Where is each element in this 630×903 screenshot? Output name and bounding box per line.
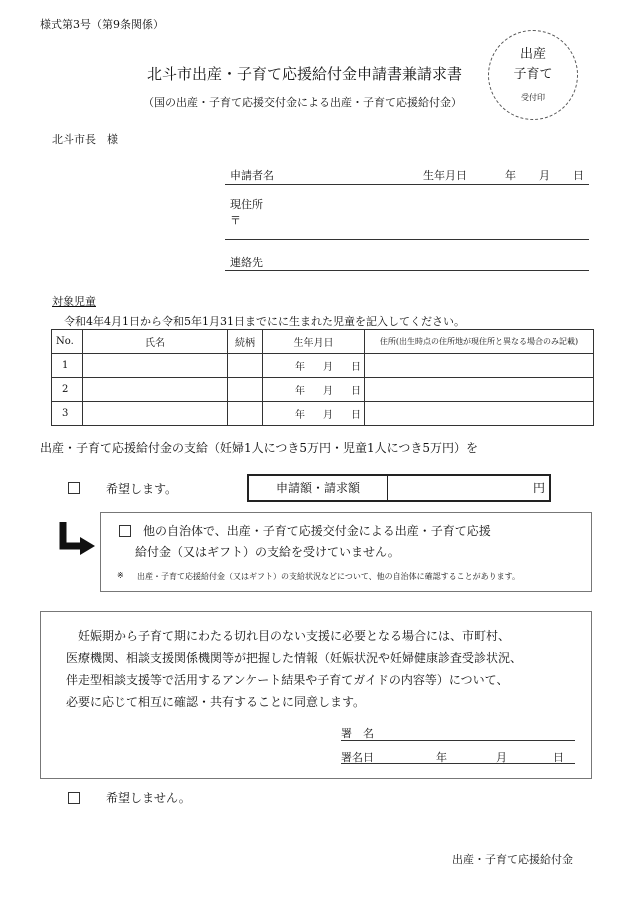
page-title: 北斗市出産・子育て応援給付金申請書兼請求書 bbox=[147, 65, 463, 83]
child-dob-cell[interactable] bbox=[263, 378, 365, 402]
child-address-cell[interactable] bbox=[365, 402, 594, 426]
form-number: 様式第3号（第9条関係） bbox=[40, 18, 164, 31]
sign-date-month: 月 bbox=[496, 751, 507, 764]
amount-unit: 円 bbox=[533, 481, 546, 495]
sign-date-day: 日 bbox=[553, 751, 564, 764]
address-line bbox=[225, 239, 589, 240]
stamp-line3: 受付印 bbox=[521, 93, 545, 102]
row-no: 3 bbox=[52, 402, 83, 426]
table-row bbox=[52, 354, 594, 378]
consent-line2: 医療機関、相談支援関係機関等が把握した情報（妊娠状況や妊婦健康診査受診状況、 bbox=[66, 651, 523, 665]
applicant-month: 月 bbox=[539, 169, 550, 182]
postal-mark: 〒 bbox=[230, 214, 241, 227]
applicant-dob-label: 生年月日 bbox=[423, 169, 467, 182]
other-municipality-box bbox=[100, 512, 592, 592]
children-table bbox=[51, 329, 594, 426]
consent-line1: 妊娠期から子育て期にわたる切れ目のない支援に必要となる場合には、市町村、 bbox=[78, 629, 511, 643]
address-label: 現住所 bbox=[230, 198, 263, 211]
date-month: 月 bbox=[323, 362, 333, 373]
contact-line bbox=[225, 270, 589, 271]
addressee: 北斗市長 様 bbox=[52, 133, 118, 146]
table-header-row bbox=[52, 330, 594, 354]
child-address-cell[interactable] bbox=[365, 354, 594, 378]
row-no: 2 bbox=[52, 378, 83, 402]
other-municipality-checkbox[interactable] bbox=[119, 525, 131, 537]
consent-box bbox=[40, 611, 592, 779]
header-dob: 生年月日 bbox=[263, 330, 365, 354]
child-dob-cell[interactable] bbox=[263, 354, 365, 378]
signature-line[interactable] bbox=[341, 740, 575, 741]
applicant-year: 年 bbox=[505, 169, 516, 182]
child-name-cell[interactable] bbox=[83, 378, 228, 402]
applicant-name-label: 申請者名 bbox=[230, 169, 274, 182]
children-note: 令和4年4月1日から令和5年1月31日までにに生まれた児童を記入してください。 bbox=[64, 315, 465, 328]
wish-checkbox[interactable] bbox=[68, 482, 80, 494]
child-relation-cell[interactable] bbox=[228, 354, 263, 378]
child-address-cell[interactable] bbox=[365, 378, 594, 402]
table-row bbox=[52, 402, 594, 426]
stamp-line1: 出産 bbox=[519, 47, 546, 62]
stamp-line2: 子育て bbox=[513, 67, 553, 82]
consent-line4: 必要に応じて相互に確認・共有することに同意します。 bbox=[66, 695, 366, 709]
children-section-label: 対象児童 bbox=[52, 295, 96, 308]
row-no: 1 bbox=[52, 354, 83, 378]
arrow-down-right-icon bbox=[58, 520, 98, 560]
option-no-wish-label: 希望しません。 bbox=[106, 791, 191, 805]
page-subtitle: （国の出産・子育て応援交付金による出産・子育て応援給付金） bbox=[143, 96, 462, 109]
other-municipality-note-mark: ※ bbox=[117, 571, 124, 580]
child-name-cell[interactable] bbox=[83, 402, 228, 426]
date-year: 年 bbox=[295, 410, 305, 421]
header-relation: 続柄 bbox=[228, 330, 263, 354]
child-dob-cell[interactable] bbox=[263, 402, 365, 426]
reception-stamp bbox=[488, 30, 578, 120]
contact-label: 連絡先 bbox=[230, 256, 263, 269]
applicant-day: 日 bbox=[573, 169, 584, 182]
date-day: 日 bbox=[351, 386, 361, 397]
child-relation-cell[interactable] bbox=[228, 402, 263, 426]
header-no: No. bbox=[52, 330, 83, 354]
date-day: 日 bbox=[351, 410, 361, 421]
table-row bbox=[52, 378, 594, 402]
sign-date-line[interactable] bbox=[341, 763, 575, 764]
amount-input[interactable] bbox=[388, 476, 533, 500]
signature-label: 署 名 bbox=[341, 727, 374, 740]
header-name: 氏名 bbox=[83, 330, 228, 354]
date-year: 年 bbox=[295, 362, 305, 373]
header-address: 住所(出生時点の住所地が現住所と異なる場合のみ記載) bbox=[365, 330, 594, 354]
payment-statement: 出産・子育て応援給付金の支給（妊婦1人につき5万円・児童1人につき5万円）を bbox=[40, 441, 479, 455]
date-year: 年 bbox=[295, 386, 305, 397]
applicant-name-line bbox=[225, 184, 589, 185]
amount-label: 申請額・請求額 bbox=[249, 476, 388, 500]
child-name-cell[interactable] bbox=[83, 354, 228, 378]
other-municipality-line1: 他の自治体で、出産・子育て応援交付金による出産・子育て応援 bbox=[143, 524, 491, 538]
sign-date-year: 年 bbox=[436, 751, 447, 764]
date-month: 月 bbox=[323, 410, 333, 421]
date-month: 月 bbox=[323, 386, 333, 397]
amount-box bbox=[247, 474, 551, 502]
no-wish-checkbox[interactable] bbox=[68, 792, 80, 804]
child-relation-cell[interactable] bbox=[228, 378, 263, 402]
date-day: 日 bbox=[351, 362, 361, 373]
other-municipality-line2: 給付金（又はギフト）の支給を受けていません。 bbox=[135, 545, 400, 559]
consent-line3: 伴走型相談支援等で活用するアンケート結果や子育てガイドの内容等）について、 bbox=[66, 673, 509, 687]
option-wish-label: 希望します。 bbox=[106, 482, 178, 496]
footer-label: 出産・子育て応援給付金 bbox=[452, 853, 573, 866]
sign-date-label: 署名日 bbox=[341, 751, 374, 764]
other-municipality-note: 出産・子育て応援給付金（又はギフト）の支給状況などについて、他の自治体に確認することがあります。 bbox=[137, 572, 521, 581]
